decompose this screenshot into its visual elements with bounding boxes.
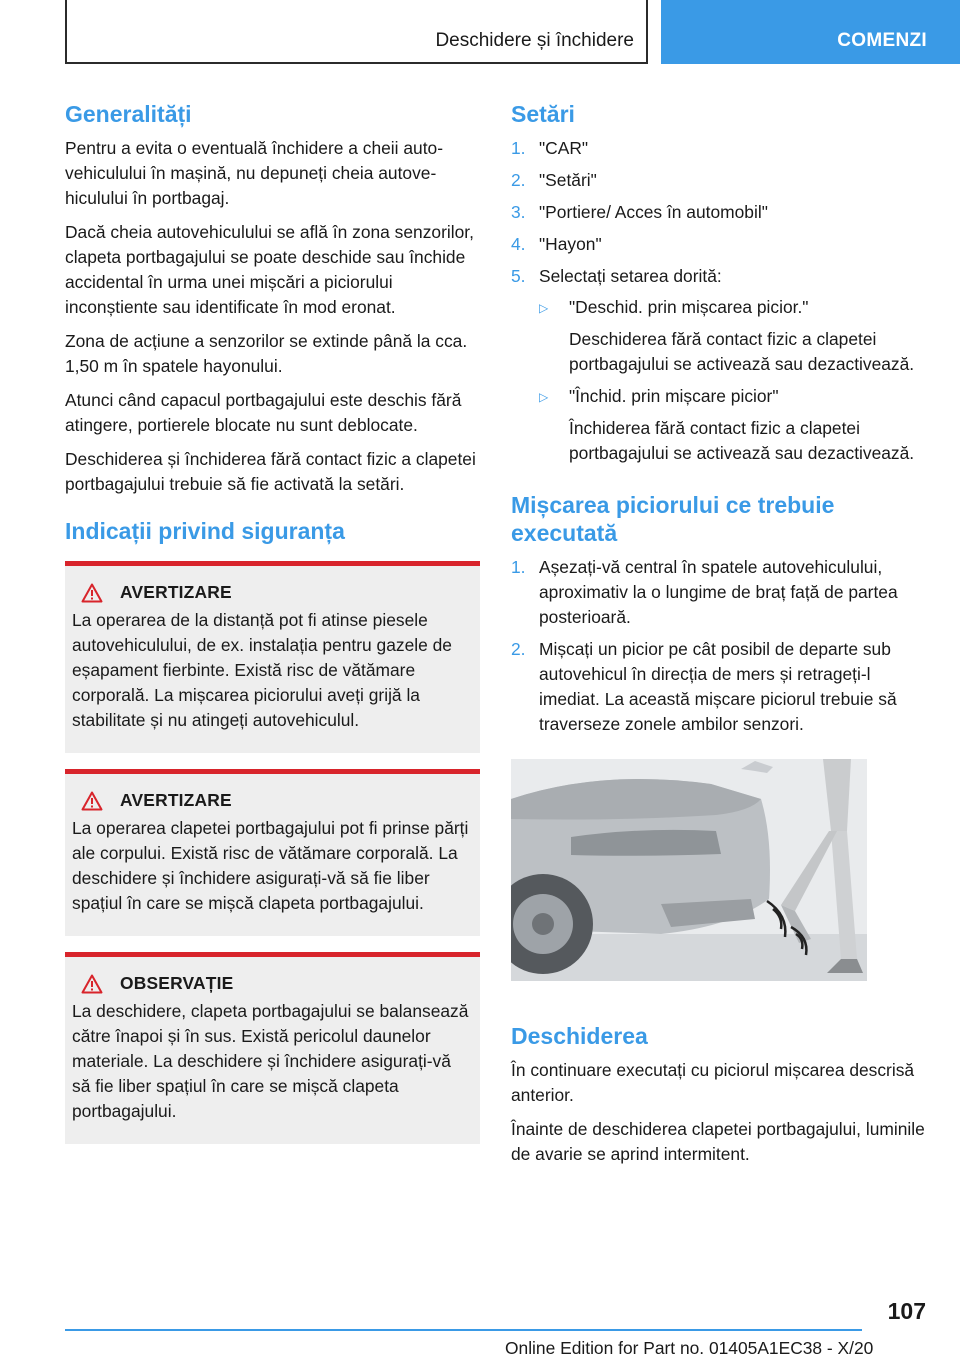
step-number: 2. bbox=[511, 170, 526, 190]
warning-box bbox=[65, 561, 480, 753]
step-text: "CAR" bbox=[539, 138, 589, 158]
left-column bbox=[65, 100, 480, 1160]
option-label: "Închid. prin mișcare picior" bbox=[569, 386, 779, 406]
step-text: Așezați-vă central în spatele autovehiculului, aproximativ la o lungime de braț față de partea posterioară. bbox=[539, 557, 898, 627]
step-text: "Setări" bbox=[539, 170, 597, 190]
warning-text: La operarea clapetei portbagajului pot fi prinse părți ale corpului. Există risc de vătămare corporală. La deschidere și închidere asigurați-vă să fie liber spațiul în care se mișcă clapeta portbagajului. bbox=[72, 818, 469, 913]
heading-safety: Indicații privind siguranța bbox=[65, 518, 345, 544]
options-list bbox=[539, 295, 929, 466]
heading-settings: Setări bbox=[511, 101, 575, 127]
paragraph: Înainte de deschiderea clapetei portbagajului, luminile de avarie se aprind intermitent. bbox=[511, 1119, 925, 1164]
paragraph: Deschiderea și închiderea fără contact fizic a clapetei portbagajului trebuie să fie activată la setări. bbox=[65, 449, 476, 494]
paragraph: Pentru a evita o eventuală închidere a cheii autovehiculului în mașină, nu depuneți cheia autovehiculului în portbagaj. bbox=[65, 138, 444, 208]
step-number: 1. bbox=[511, 138, 526, 158]
page-number: 107 bbox=[887, 1298, 926, 1324]
option-description: Închiderea fără contact fizic a clapetei portbagajului se activează sau dezactivează. bbox=[569, 418, 915, 463]
warning-triangle-icon bbox=[81, 583, 103, 603]
step-number: 4. bbox=[511, 234, 526, 254]
chapter-title: Deschidere și închidere bbox=[435, 30, 634, 51]
warning-text: La operarea de la distanță pot fi atinse piesele autovehiculului, de ex. instalația pentru gazele de eșapament fierbinte. Există risc de vătămare corporală. La mișcarea piciorului aveți grijă la stabilitate și nu atingeți autovehiculul. bbox=[72, 610, 452, 730]
notice-text: La deschidere, clapeta portbagajului se balansează către înapoi și în sus. Există pericolul daunelor materiale. La deschidere și închidere asigurați-vă să fie liber spațiul în care se mișcă clapeta portbagajului. bbox=[72, 1001, 469, 1121]
list-item bbox=[511, 232, 929, 257]
option-description: Deschiderea fără contact fizic a clapetei portbagajului se activează sau dezactivează. bbox=[569, 329, 915, 374]
step-number: 5. bbox=[511, 266, 526, 286]
right-column bbox=[511, 100, 929, 1176]
step-number: 1. bbox=[511, 557, 526, 577]
settings-steps bbox=[511, 136, 929, 473]
list-item bbox=[511, 200, 929, 225]
foot-gesture-illustration bbox=[511, 759, 867, 981]
heading-opening: Deschiderea bbox=[511, 1023, 648, 1049]
paragraph: În continuare executați cu piciorul mișcarea descrisă anterior. bbox=[511, 1060, 915, 1105]
warning-title: AVERTIZARE bbox=[120, 582, 232, 602]
heading-general: Generalități bbox=[65, 101, 192, 127]
step-text: Mișcați un picior pe cât posibil de departe sub autovehicul în direcția de mers și retrageți-l imediat. La această mișcare piciorul trebuie să traverseze zonele ambilor senzori. bbox=[539, 639, 897, 734]
list-item bbox=[511, 136, 929, 161]
list-item bbox=[511, 555, 929, 630]
list-item bbox=[511, 168, 929, 193]
triangle-bullet-icon: ▷ bbox=[539, 390, 549, 404]
edition-note: Online Edition for Part no. 01405A1EC38 - X/20 bbox=[505, 1338, 874, 1358]
paragraph: Dacă cheia autovehiculului se află în zona senzorilor, clapeta portbagajului se poate deschide sau închide accidental în urma unei mișcări a piciorului inconștiente sau identificate în mod eronat. bbox=[65, 222, 474, 317]
warning-title: AVERTIZARE bbox=[120, 790, 232, 810]
step-text: "Hayon" bbox=[539, 234, 602, 254]
list-item bbox=[511, 264, 929, 473]
step-text: "Portiere/ Acces în automobil" bbox=[539, 202, 768, 222]
section-tab-label: COMENZI bbox=[837, 30, 927, 51]
footer-rule bbox=[65, 1329, 862, 1331]
step-text: Selectați setarea dorită: bbox=[539, 266, 722, 286]
option-label: "Deschid. prin mișcarea picior." bbox=[569, 297, 809, 317]
option-item bbox=[539, 295, 929, 377]
step-number: 2. bbox=[511, 639, 526, 659]
notice-box bbox=[65, 952, 480, 1144]
paragraph: Zona de acțiune a senzorilor se extinde până la cca. 1,50 m în spatele hayonului. bbox=[65, 331, 468, 376]
triangle-bullet-icon: ▷ bbox=[539, 301, 549, 315]
paragraph: Atunci când capacul portbagajului este deschis fără atingere, portierele blocate nu sunt deblocate. bbox=[65, 390, 462, 435]
warning-box bbox=[65, 769, 480, 936]
list-item bbox=[511, 637, 929, 737]
heading-foot-movement: Mișcarea piciorului ce trebuie executată bbox=[511, 492, 835, 546]
header-title-box bbox=[65, 0, 648, 64]
option-item bbox=[539, 384, 929, 466]
warning-triangle-icon bbox=[81, 791, 103, 811]
warning-triangle-icon bbox=[81, 974, 103, 994]
section-tab[interactable] bbox=[661, 0, 960, 64]
step-number: 3. bbox=[511, 202, 526, 222]
movement-steps bbox=[511, 555, 929, 737]
notice-title: OBSERVAȚIE bbox=[120, 973, 234, 993]
